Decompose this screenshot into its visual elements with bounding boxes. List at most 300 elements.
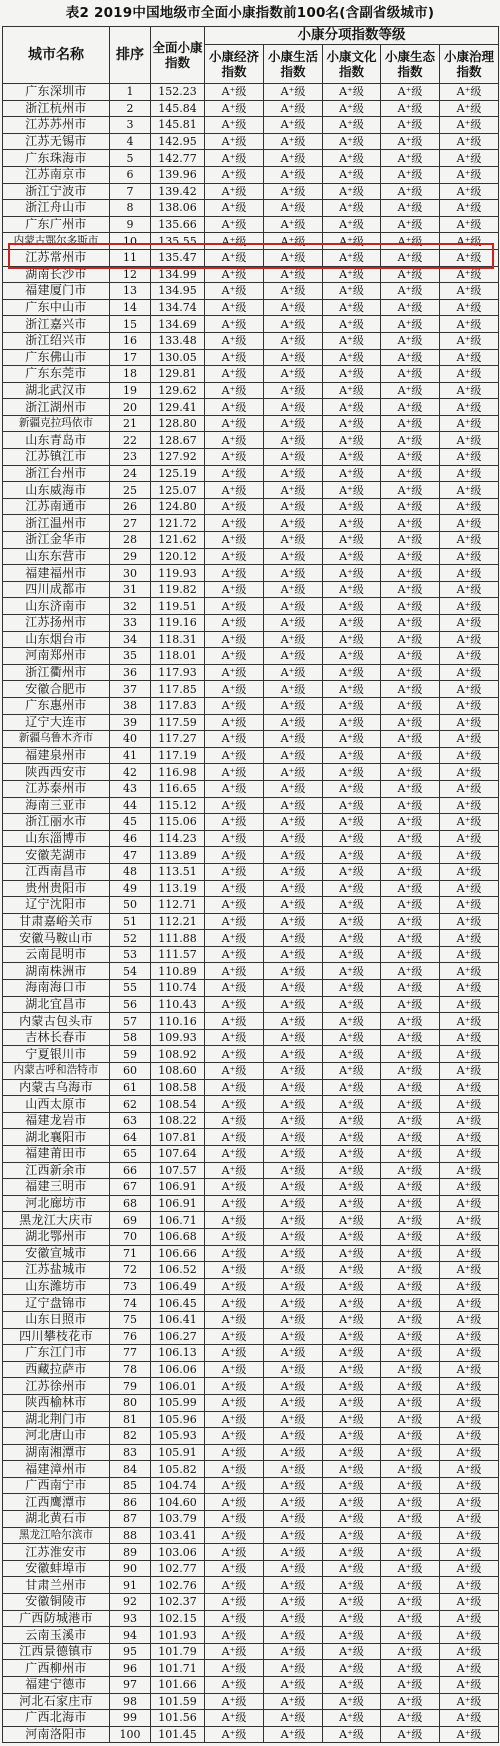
ecology-grade-cell: A⁺级 [381, 449, 440, 466]
economy-grade-cell: A⁺级 [205, 1212, 264, 1229]
economy-grade-cell: A⁺级 [205, 200, 264, 217]
table-row [3, 133, 499, 150]
economy-grade-cell: A⁺级 [205, 1594, 264, 1611]
culture-grade-cell: A⁺级 [323, 946, 381, 963]
index-cell: 128.80 [151, 415, 205, 432]
index-cell: 110.74 [151, 980, 205, 997]
economy-grade-cell: A⁺级 [205, 1162, 264, 1179]
table-row [3, 1610, 499, 1627]
ecology-grade-cell: A⁺级 [381, 581, 440, 598]
rank-cell: 6 [110, 166, 151, 183]
ecology-grade-cell: A⁺级 [381, 1295, 440, 1312]
economy-grade-cell: A⁺级 [205, 764, 264, 781]
governance-grade-cell: A⁺级 [440, 515, 499, 532]
city-cell: 山东东营市 [3, 548, 110, 565]
life-grade-cell: A⁺级 [264, 1311, 323, 1328]
header-ecology: 小康生态指数 [381, 45, 440, 84]
index-cell: 105.91 [151, 1444, 205, 1461]
city-cell: 福建三明市 [3, 1179, 110, 1196]
index-cell: 112.21 [151, 913, 205, 930]
index-cell: 128.67 [151, 432, 205, 449]
rank-cell: 89 [110, 1544, 151, 1561]
index-cell: 103.41 [151, 1527, 205, 1544]
life-grade-cell: A⁺级 [264, 1710, 323, 1727]
economy-grade-cell: A⁺级 [205, 780, 264, 797]
city-cell: 广西柳州市 [3, 1660, 110, 1677]
rank-cell: 23 [110, 449, 151, 466]
culture-grade-cell: A⁺级 [323, 664, 381, 681]
governance-grade-cell: A⁺级 [440, 1660, 499, 1677]
life-grade-cell: A⁺级 [264, 399, 323, 416]
governance-grade-cell: A⁺级 [440, 631, 499, 648]
ecology-grade-cell: A⁺级 [381, 863, 440, 880]
index-cell: 106.41 [151, 1311, 205, 1328]
rank-cell: 11 [110, 249, 151, 266]
index-cell: 106.49 [151, 1278, 205, 1295]
economy-grade-cell: A⁺级 [205, 996, 264, 1013]
table-row [3, 1063, 499, 1080]
rank-cell: 10 [110, 233, 151, 250]
rank-cell: 66 [110, 1162, 151, 1179]
ecology-grade-cell: A⁺级 [381, 1029, 440, 1046]
economy-grade-cell: A⁺级 [205, 233, 264, 250]
ecology-grade-cell: A⁺级 [381, 648, 440, 665]
culture-grade-cell: A⁺级 [323, 996, 381, 1013]
table-row [3, 1112, 499, 1129]
city-cell: 浙江衢州市 [3, 664, 110, 681]
index-cell: 134.99 [151, 266, 205, 283]
city-cell: 内蒙古乌海市 [3, 1079, 110, 1096]
governance-grade-cell: A⁺级 [440, 1212, 499, 1229]
ecology-grade-cell: A⁺级 [381, 697, 440, 714]
index-cell: 106.66 [151, 1245, 205, 1262]
life-grade-cell: A⁺级 [264, 1212, 323, 1229]
city-cell: 安徽芜湖市 [3, 847, 110, 864]
rank-cell: 25 [110, 482, 151, 499]
culture-grade-cell: A⁺级 [323, 847, 381, 864]
rank-cell: 97 [110, 1677, 151, 1694]
governance-grade-cell: A⁺级 [440, 465, 499, 482]
economy-grade-cell: A⁺级 [205, 1179, 264, 1196]
governance-grade-cell: A⁺级 [440, 1477, 499, 1494]
economy-grade-cell: A⁺级 [205, 1428, 264, 1445]
index-cell: 106.52 [151, 1262, 205, 1279]
city-cell: 辽宁盘锦市 [3, 1295, 110, 1312]
governance-grade-cell: A⁺级 [440, 714, 499, 731]
economy-grade-cell: A⁺级 [205, 1146, 264, 1163]
life-grade-cell: A⁺级 [264, 1079, 323, 1096]
city-cell: 黑龙江哈尔滨市 [3, 1527, 110, 1544]
economy-grade-cell: A⁺级 [205, 1544, 264, 1561]
life-grade-cell: A⁺级 [264, 797, 323, 814]
culture-grade-cell: A⁺级 [323, 299, 381, 316]
rank-cell: 52 [110, 930, 151, 947]
governance-grade-cell: A⁺级 [440, 482, 499, 499]
index-cell: 101.79 [151, 1643, 205, 1660]
economy-grade-cell: A⁺级 [205, 1112, 264, 1129]
index-cell: 113.19 [151, 880, 205, 897]
city-cell: 浙江绍兴市 [3, 332, 110, 349]
city-cell: 安徽蚌埠市 [3, 1560, 110, 1577]
governance-grade-cell: A⁺级 [440, 930, 499, 947]
table-row [3, 830, 499, 847]
city-cell: 山东青岛市 [3, 432, 110, 449]
index-cell: 105.96 [151, 1411, 205, 1428]
life-grade-cell: A⁺级 [264, 747, 323, 764]
economy-grade-cell: A⁺级 [205, 980, 264, 997]
economy-grade-cell: A⁺级 [205, 1461, 264, 1478]
ecology-grade-cell: A⁺级 [381, 1627, 440, 1644]
table-row [3, 631, 499, 648]
table-row [3, 200, 499, 217]
economy-grade-cell: A⁺级 [205, 1577, 264, 1594]
economy-grade-cell: A⁺级 [205, 1494, 264, 1511]
ecology-grade-cell: A⁺级 [381, 1212, 440, 1229]
economy-grade-cell: A⁺级 [205, 1693, 264, 1710]
rank-cell: 35 [110, 648, 151, 665]
governance-grade-cell: A⁺级 [440, 1627, 499, 1644]
culture-grade-cell: A⁺级 [323, 332, 381, 349]
rank-cell: 62 [110, 1096, 151, 1113]
index-cell: 125.07 [151, 482, 205, 499]
table-row [3, 498, 499, 515]
economy-grade-cell: A⁺级 [205, 482, 264, 499]
index-cell: 113.51 [151, 863, 205, 880]
governance-grade-cell: A⁺级 [440, 615, 499, 632]
city-cell: 福建厦门市 [3, 283, 110, 300]
economy-grade-cell: A⁺级 [205, 1245, 264, 1262]
city-cell: 福建龙岩市 [3, 1112, 110, 1129]
rank-cell: 2 [110, 100, 151, 117]
table-row [3, 681, 499, 698]
governance-grade-cell: A⁺级 [440, 233, 499, 250]
city-cell: 内蒙古包头市 [3, 1013, 110, 1030]
governance-grade-cell: A⁺级 [440, 1162, 499, 1179]
life-grade-cell: A⁺级 [264, 946, 323, 963]
ecology-grade-cell: A⁺级 [381, 1577, 440, 1594]
culture-grade-cell: A⁺级 [323, 980, 381, 997]
culture-grade-cell: A⁺级 [323, 266, 381, 283]
index-cell: 119.93 [151, 565, 205, 582]
index-cell: 109.93 [151, 1029, 205, 1046]
life-grade-cell: A⁺级 [264, 316, 323, 333]
rank-cell: 71 [110, 1245, 151, 1262]
life-grade-cell: A⁺级 [264, 930, 323, 947]
table-row [3, 1228, 499, 1245]
table-row [3, 1411, 499, 1428]
culture-grade-cell: A⁺级 [323, 1361, 381, 1378]
economy-grade-cell: A⁺级 [205, 797, 264, 814]
economy-grade-cell: A⁺级 [205, 266, 264, 283]
culture-grade-cell: A⁺级 [323, 880, 381, 897]
ecology-grade-cell: A⁺级 [381, 631, 440, 648]
index-cell: 125.19 [151, 465, 205, 482]
life-grade-cell: A⁺级 [264, 1378, 323, 1395]
ecology-grade-cell: A⁺级 [381, 1494, 440, 1511]
governance-grade-cell: A⁺级 [440, 1112, 499, 1129]
city-cell: 浙江湖州市 [3, 399, 110, 416]
ecology-grade-cell: A⁺级 [381, 1046, 440, 1063]
rank-cell: 79 [110, 1378, 151, 1395]
city-cell: 福建莆田市 [3, 1146, 110, 1163]
ecology-grade-cell: A⁺级 [381, 1079, 440, 1096]
culture-grade-cell: A⁺级 [323, 797, 381, 814]
life-grade-cell: A⁺级 [264, 697, 323, 714]
table-row [3, 664, 499, 681]
life-grade-cell: A⁺级 [264, 465, 323, 482]
index-cell: 106.45 [151, 1295, 205, 1312]
culture-grade-cell: A⁺级 [323, 249, 381, 266]
index-cell: 101.93 [151, 1627, 205, 1644]
city-cell: 陕西西安市 [3, 764, 110, 781]
city-cell: 广东珠海市 [3, 150, 110, 167]
index-cell: 106.91 [151, 1195, 205, 1212]
ecology-grade-cell: A⁺级 [381, 1411, 440, 1428]
economy-grade-cell: A⁺级 [205, 432, 264, 449]
rank-cell: 7 [110, 183, 151, 200]
rank-cell: 93 [110, 1610, 151, 1627]
index-cell: 113.89 [151, 847, 205, 864]
life-grade-cell: A⁺级 [264, 764, 323, 781]
ecology-grade-cell: A⁺级 [381, 847, 440, 864]
rank-cell: 84 [110, 1461, 151, 1478]
life-grade-cell: A⁺级 [264, 1029, 323, 1046]
index-cell: 101.71 [151, 1660, 205, 1677]
governance-grade-cell: A⁺级 [440, 897, 499, 914]
city-cell: 广西防城港市 [3, 1610, 110, 1627]
life-grade-cell: A⁺级 [264, 1361, 323, 1378]
index-cell: 118.01 [151, 648, 205, 665]
economy-grade-cell: A⁺级 [205, 1079, 264, 1096]
life-grade-cell: A⁺级 [264, 598, 323, 615]
life-grade-cell: A⁺级 [264, 880, 323, 897]
life-grade-cell: A⁺级 [264, 266, 323, 283]
culture-grade-cell: A⁺级 [323, 548, 381, 565]
governance-grade-cell: A⁺级 [440, 946, 499, 963]
governance-grade-cell: A⁺级 [440, 847, 499, 864]
life-grade-cell: A⁺级 [264, 415, 323, 432]
table-row [3, 233, 499, 250]
economy-grade-cell: A⁺级 [205, 1129, 264, 1146]
life-grade-cell: A⁺级 [264, 863, 323, 880]
city-cell: 福建漳州市 [3, 1461, 110, 1478]
table-row [3, 1378, 499, 1395]
culture-grade-cell: A⁺级 [323, 316, 381, 333]
city-cell: 贵州贵阳市 [3, 880, 110, 897]
city-cell: 内蒙古呼和浩特市 [3, 1063, 110, 1080]
city-cell: 广东佛山市 [3, 349, 110, 366]
rank-cell: 60 [110, 1063, 151, 1080]
culture-grade-cell: A⁺级 [323, 1112, 381, 1129]
life-grade-cell: A⁺级 [264, 183, 323, 200]
life-grade-cell: A⁺级 [264, 1428, 323, 1445]
city-cell: 新疆乌鲁木齐市 [3, 731, 110, 748]
index-cell: 106.27 [151, 1328, 205, 1345]
table-row [3, 1494, 499, 1511]
governance-grade-cell: A⁺级 [440, 1428, 499, 1445]
rank-cell: 41 [110, 747, 151, 764]
ecology-grade-cell: A⁺级 [381, 1245, 440, 1262]
index-cell: 107.64 [151, 1146, 205, 1163]
rank-cell: 12 [110, 266, 151, 283]
life-grade-cell: A⁺级 [264, 1063, 323, 1080]
table-row [3, 1461, 499, 1478]
rank-cell: 38 [110, 697, 151, 714]
ecology-grade-cell: A⁺级 [381, 1311, 440, 1328]
life-grade-cell: A⁺级 [264, 117, 323, 134]
culture-grade-cell: A⁺级 [323, 863, 381, 880]
rank-cell: 56 [110, 996, 151, 1013]
city-cell: 湖北鄂州市 [3, 1228, 110, 1245]
header-life: 小康生活指数 [264, 45, 323, 84]
index-cell: 101.66 [151, 1677, 205, 1694]
table-row [3, 1726, 499, 1743]
city-cell: 福建福州市 [3, 565, 110, 582]
governance-grade-cell: A⁺级 [440, 814, 499, 831]
culture-grade-cell: A⁺级 [323, 1195, 381, 1212]
life-grade-cell: A⁺级 [264, 565, 323, 582]
governance-grade-cell: A⁺级 [440, 532, 499, 549]
governance-grade-cell: A⁺级 [440, 183, 499, 200]
economy-grade-cell: A⁺级 [205, 897, 264, 914]
culture-grade-cell: A⁺级 [323, 1627, 381, 1644]
city-cell: 浙江金华市 [3, 532, 110, 549]
index-cell: 108.60 [151, 1063, 205, 1080]
index-cell: 119.16 [151, 615, 205, 632]
culture-grade-cell: A⁺级 [323, 897, 381, 914]
governance-grade-cell: A⁺级 [440, 1079, 499, 1096]
table-row [3, 1311, 499, 1328]
culture-grade-cell: A⁺级 [323, 1594, 381, 1611]
index-cell: 106.68 [151, 1228, 205, 1245]
governance-grade-cell: A⁺级 [440, 382, 499, 399]
culture-grade-cell: A⁺级 [323, 1726, 381, 1743]
rank-cell: 9 [110, 216, 151, 233]
rank-cell: 100 [110, 1726, 151, 1743]
governance-grade-cell: A⁺级 [440, 1693, 499, 1710]
ecology-grade-cell: A⁺级 [381, 216, 440, 233]
rank-cell: 81 [110, 1411, 151, 1428]
life-grade-cell: A⁺级 [264, 249, 323, 266]
governance-grade-cell: A⁺级 [440, 963, 499, 980]
index-cell: 145.81 [151, 117, 205, 134]
governance-grade-cell: A⁺级 [440, 797, 499, 814]
ecology-grade-cell: A⁺级 [381, 664, 440, 681]
ecology-grade-cell: A⁺级 [381, 797, 440, 814]
life-grade-cell: A⁺级 [264, 332, 323, 349]
governance-grade-cell: A⁺级 [440, 1710, 499, 1727]
table-row [3, 814, 499, 831]
ecology-grade-cell: A⁺级 [381, 930, 440, 947]
governance-grade-cell: A⁺级 [440, 980, 499, 997]
life-grade-cell: A⁺级 [264, 133, 323, 150]
economy-grade-cell: A⁺级 [205, 183, 264, 200]
culture-grade-cell: A⁺级 [323, 515, 381, 532]
governance-grade-cell: A⁺级 [440, 1195, 499, 1212]
culture-grade-cell: A⁺级 [323, 1527, 381, 1544]
governance-grade-cell: A⁺级 [440, 1643, 499, 1660]
ecology-grade-cell: A⁺级 [381, 166, 440, 183]
city-cell: 甘肃嘉峪关市 [3, 913, 110, 930]
city-cell: 安徽合肥市 [3, 681, 110, 698]
life-grade-cell: A⁺级 [264, 166, 323, 183]
governance-grade-cell: A⁺级 [440, 731, 499, 748]
table-row [3, 697, 499, 714]
governance-grade-cell: A⁺级 [440, 1278, 499, 1295]
index-cell: 103.79 [151, 1511, 205, 1528]
table-row [3, 349, 499, 366]
rank-cell: 67 [110, 1179, 151, 1196]
governance-grade-cell: A⁺级 [440, 1328, 499, 1345]
rank-cell: 53 [110, 946, 151, 963]
city-cell: 江苏盐城市 [3, 1262, 110, 1279]
governance-grade-cell: A⁺级 [440, 1726, 499, 1743]
index-cell: 107.57 [151, 1162, 205, 1179]
governance-grade-cell: A⁺级 [440, 1063, 499, 1080]
ecology-grade-cell: A⁺级 [381, 1710, 440, 1727]
ecology-grade-cell: A⁺级 [381, 415, 440, 432]
life-grade-cell: A⁺级 [264, 615, 323, 632]
culture-grade-cell: A⁺级 [323, 1179, 381, 1196]
life-grade-cell: A⁺级 [264, 1129, 323, 1146]
ecology-grade-cell: A⁺级 [381, 1361, 440, 1378]
table-row [3, 332, 499, 349]
rank-cell: 55 [110, 980, 151, 997]
economy-grade-cell: A⁺级 [205, 1378, 264, 1395]
economy-grade-cell: A⁺级 [205, 1444, 264, 1461]
rank-cell: 94 [110, 1627, 151, 1644]
governance-grade-cell: A⁺级 [440, 316, 499, 333]
rank-cell: 73 [110, 1278, 151, 1295]
economy-grade-cell: A⁺级 [205, 1511, 264, 1528]
table-row [3, 1146, 499, 1163]
index-cell: 129.81 [151, 366, 205, 383]
culture-grade-cell: A⁺级 [323, 1710, 381, 1727]
life-grade-cell: A⁺级 [264, 1096, 323, 1113]
table-row [3, 731, 499, 748]
city-cell: 辽宁大连市 [3, 714, 110, 731]
economy-grade-cell: A⁺级 [205, 681, 264, 698]
rank-cell: 51 [110, 913, 151, 930]
table-row [3, 1544, 499, 1561]
table-row [3, 548, 499, 565]
index-cell: 108.54 [151, 1096, 205, 1113]
economy-grade-cell: A⁺级 [205, 814, 264, 831]
index-cell: 112.71 [151, 897, 205, 914]
ecology-grade-cell: A⁺级 [381, 1378, 440, 1395]
rank-cell: 63 [110, 1112, 151, 1129]
table-row [3, 1013, 499, 1030]
economy-grade-cell: A⁺级 [205, 1345, 264, 1362]
table-row [3, 963, 499, 980]
city-cell: 湖南株洲市 [3, 963, 110, 980]
life-grade-cell: A⁺级 [264, 382, 323, 399]
rank-cell: 20 [110, 399, 151, 416]
culture-grade-cell: A⁺级 [323, 1063, 381, 1080]
index-cell: 134.95 [151, 283, 205, 300]
ecology-grade-cell: A⁺级 [381, 316, 440, 333]
governance-grade-cell: A⁺级 [440, 548, 499, 565]
ecology-grade-cell: A⁺级 [381, 1726, 440, 1743]
ecology-grade-cell: A⁺级 [381, 880, 440, 897]
city-cell: 广东深圳市 [3, 84, 110, 101]
ecology-grade-cell: A⁺级 [381, 1179, 440, 1196]
index-cell: 106.06 [151, 1361, 205, 1378]
rank-cell: 77 [110, 1345, 151, 1362]
rank-cell: 43 [110, 780, 151, 797]
rank-cell: 18 [110, 366, 151, 383]
culture-grade-cell: A⁺级 [323, 532, 381, 549]
